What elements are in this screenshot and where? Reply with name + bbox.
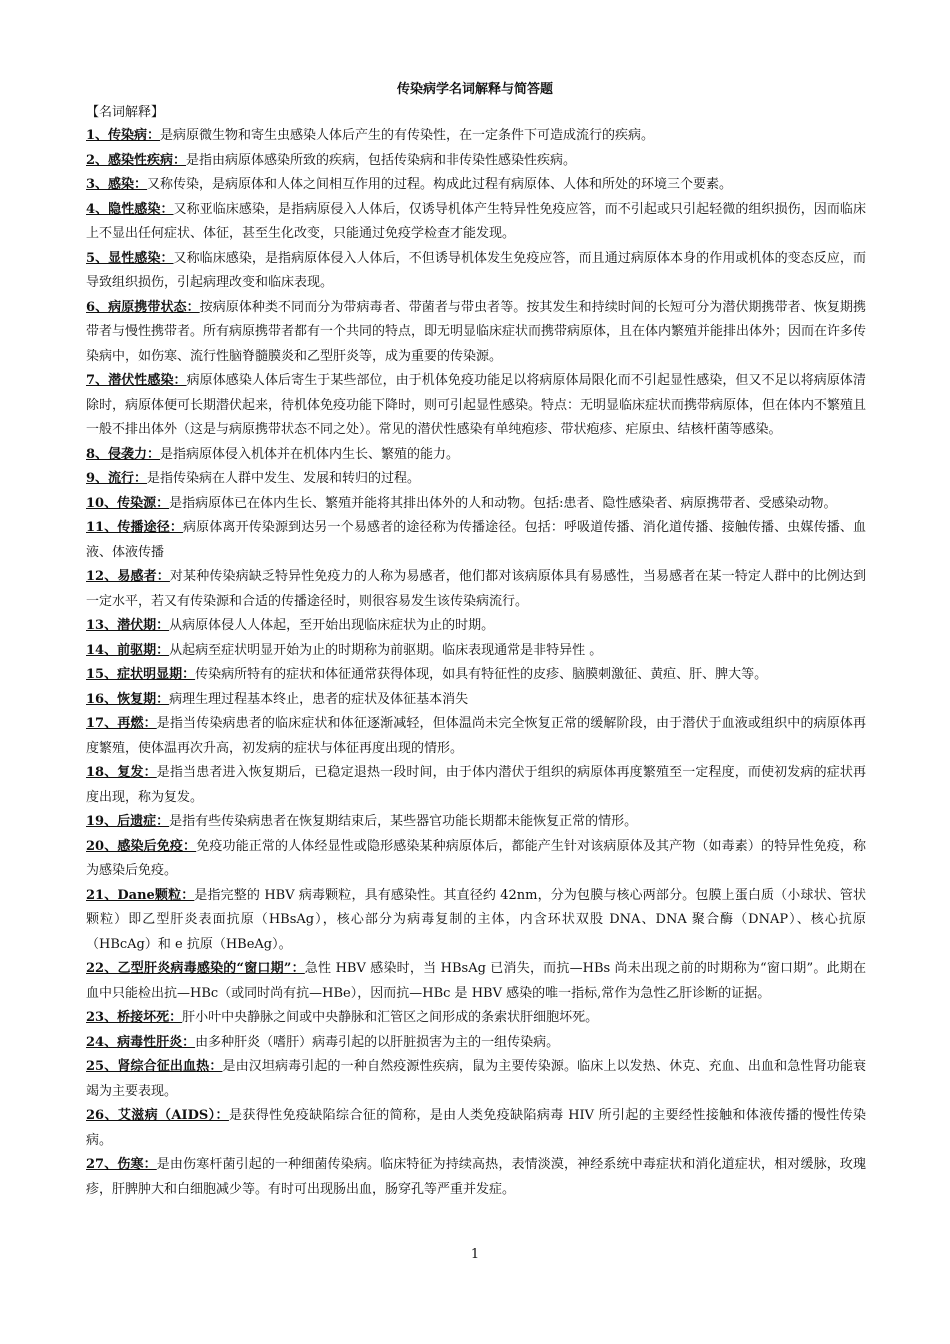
definition-term: 9、流行： — [86, 471, 148, 486]
section-heading: 【名词解释】 — [86, 105, 165, 120]
definition-text: 是指病原体已在体内生长、繁殖并能将其排出体外的人和动物。包括:患者、隐性感染者、病原携带者、受感染动物。 — [169, 495, 837, 511]
definition-text: 从病原体侵人人体起，至开始出现临床症状为止的时期。 — [169, 618, 495, 633]
definition-text: 由多种肝炎（嗜肝）病毒引起的以肝脏损害为主的一组传染病。 — [195, 1034, 560, 1050]
definition-term: 8、侵袭力： — [86, 446, 161, 462]
definition-text: 是病原微生物和寄生虫感染人体后产生的有传染性，在一定条件下可造成流行的疾病。 — [160, 128, 655, 143]
definition-term: 26、艾滋病（AIDS）： — [86, 1108, 229, 1123]
definition-entry — [86, 712, 866, 761]
definition-entry — [86, 296, 866, 370]
definition-term: 5、显性感染： — [86, 250, 174, 266]
definition-entry — [86, 614, 866, 639]
definition-entry — [86, 1104, 866, 1153]
definition-text: 又称传染，是病原体和人体之间相互作用的过程。构成此过程有病原体、人体和所处的环境三个要素。 — [147, 177, 733, 192]
definition-entry — [86, 198, 866, 247]
page-number: 1 — [470, 1247, 480, 1262]
definition-term: 21、Dane颗粒： — [86, 887, 195, 903]
definition-term: 7、潜伏性感染： — [86, 373, 187, 388]
definition-text: 是指当传染病患者的临床症状和体征逐渐减轻，但体温尚未完全恢复正常的缓解阶段，由于潜伏于血液或组织中的病原体再度繁殖，使体温再次升高，初发病的症状与体征再度出现的情形。 — [86, 716, 866, 756]
definition-term: 19、后遗症： — [86, 814, 170, 829]
definition-term: 11、传播途径： — [86, 520, 184, 535]
definition-term: 25、肾综合征出血热： — [86, 1059, 223, 1074]
definition-text: 肝小叶中央静脉之间或中央静脉和汇管区之间形成的条索状肝细胞坏死。 — [182, 1010, 599, 1025]
definition-entry — [86, 1055, 866, 1104]
definition-text: 对某种传染病缺乏特异性免疫力的人称为易感者，他们都对该病原体具有易感性，当易感者在某一特定人群中的比例达到一定水平，若又有传染源和合适的传播途径时，则很容易发生该传染病流行。 — [86, 569, 866, 609]
definition-term: 18、复发： — [86, 765, 157, 780]
definition-text: 病原体感染人体后寄生于某些部位，由于机体免疫功能足以将病原体局限化而不引起显性感染，但又不足以将病原体清除时，病原体便可长期潜伏起来，待机体免疫功能下降时，则可引起显性感染。特点：无明显临床症状而携带病原体，但在体内不繁殖且一般不排出体外（这是与病原携带状态不同之处）。常见的潜伏性感染有单纯疱疹、带状疱疹、疟原虫、结核杆菌等感染。 — [86, 373, 867, 437]
definition-term: 1、传染病： — [86, 128, 161, 143]
definition-entry — [86, 884, 866, 958]
definition-entry — [86, 688, 866, 713]
definition-text: 病理生理过程基本终止，患者的症状及体征基本消失 — [169, 691, 469, 707]
document-title: 传染病学名词解释与简答题 — [396, 82, 553, 97]
definition-entry — [86, 565, 866, 614]
definition-entry — [86, 835, 866, 884]
definition-entry — [86, 124, 866, 149]
definition-entry — [86, 1031, 866, 1056]
definition-entry — [86, 467, 866, 492]
definition-term: 14、前驱期： — [86, 642, 170, 658]
definition-entry — [86, 149, 866, 174]
definition-entry — [86, 516, 866, 565]
definition-entry — [86, 761, 866, 810]
definition-term: 12、易感者： — [86, 569, 170, 584]
definition-entry — [86, 1006, 866, 1031]
definition-entry — [86, 443, 866, 468]
definition-text: 是指当患者进入恢复期后，已稳定退热一段时间，由于体内潜伏于组织的病原体再度繁殖至一定程度，而使初发病的症状再度出现，称为复发。 — [86, 765, 866, 805]
definition-term: 23、桥接坏死： — [86, 1010, 183, 1025]
definition-term: 20、感染后免疫： — [86, 838, 197, 854]
definition-text: 传染病所特有的症状和体征通常获得体现，如具有特征性的皮疹、脑膜刺激征、黄疸、肝、脾大等。 — [195, 667, 768, 682]
definition-text: 病原体离开传染源到达另一个易感者的途径称为传播途径。包括：呼吸道传播、消化道传播、接触传播、虫媒传播、血液、体液传播 — [86, 520, 866, 560]
definition-entry — [86, 173, 866, 198]
definition-term: 13、潜伏期： — [86, 618, 170, 633]
definition-text: 是获得性免疫缺陷综合征的简称，是由人类免疫缺陷病毒 HIV 所引起的主要经性接触和体液传播的慢性传染病。 — [86, 1108, 866, 1148]
definition-term: 15、症状明显期： — [86, 667, 196, 682]
definition-text: 是指传染病在人群中发生、发展和转归的过程。 — [147, 471, 421, 486]
definition-text: 从起病至症状明显开始为止的时期称为前驱期。临床表现通常是非特异性 。 — [169, 642, 603, 658]
definition-entry — [86, 957, 866, 1006]
definition-term: 6、病原携带状态： — [86, 299, 200, 315]
definition-term: 27、伤寒： — [86, 1157, 157, 1172]
definition-text: 急性 HBV 感染时，当 HBsAg 已消失，而抗—HBs 尚未出现之前的时期称为“窗口期”。此期在血中只能检出抗—HBc（或同时尚有抗—HBe），因而抗—HBc 是 HBV 感染的唯一指标,常作为急性乙肝诊断的证据。 — [86, 961, 866, 1001]
definition-text: 是指有些传染病患者在恢复期结束后，某些器官功能长期都未能恢复正常的情形。 — [169, 814, 638, 829]
definitions-list — [86, 124, 866, 1202]
definition-text: 又称亚临床感染，是指病原侵入人体后，仅诱导机体产生特异性免疫应答，而不引起或只引起轻微的组织损伤，因而临床上不显出任何症状、体征，甚至生化改变，只能通过免疫学检查才能发现。 — [86, 201, 866, 241]
definition-entry — [86, 1153, 866, 1202]
definition-term: 24、病毒性肝炎： — [86, 1034, 196, 1050]
definition-entry — [86, 369, 866, 443]
definition-text: 是指由病原体感染所致的疾病，包括传染病和非传染性感染性疾病。 — [186, 152, 577, 168]
definition-entry — [86, 492, 866, 517]
definition-term: 3、感染： — [86, 177, 148, 192]
definition-entry — [86, 639, 866, 664]
definition-text: 按病原体种类不同而分为带病毒者、带菌者与带虫者等。按其发生和持续时间的长短可分为潜伏期携带者、恢复期携带者与慢性携带者。所有病原携带者都有一个共同的特点，即无明显临床症状而携带病原体，且在体内繁殖并能排出体外；因而在许多传染病中，如伤寒、流行性脑脊髓膜炎和乙型肝炎等，成为重要的传染源。 — [86, 299, 867, 364]
definition-text: 是指完整的 HBV 病毒颗粒，具有感染性。其直径约 42nm，分为包膜与核心两部分。包膜上蛋白质（小球状、管状颗粒）即乙型肝炎表面抗原（HBsAg），核心部分为病毒复制的主体，内含环状双股 DNA、DNA 聚合酶（DNAP）、核心抗原（HBcAg）和 e 抗原（HBeAg）。 — [86, 887, 866, 952]
definition-text: 是指病原体侵入机体并在机体内生长、繁殖的能力。 — [160, 446, 460, 462]
definition-entry — [86, 663, 866, 688]
definition-text: 是由汉坦病毒引起的一种自然疫源性疾病，鼠为主要传染源。临床上以发热、休克、充血、出血和急性肾功能衰竭为主要表现。 — [86, 1059, 866, 1099]
definition-text: 免疫功能正常的人体经显性或隐形感染某种病原体后，都能产生针对该病原体及其产物（如毒素）的特异性免疫，称为感染后免疫。 — [86, 838, 866, 878]
definition-term: 22、乙型肝炎病毒感染的“窗口期”： — [86, 961, 305, 976]
definition-term: 2、感染性疾病： — [86, 152, 187, 168]
definition-text: 是由伤寒杆菌引起的一种细菌传染病。临床特征为持续高热，表情淡漠，神经系统中毒症状和消化道症状，相对缓脉，玫瑰疹，肝脾肿大和白细胞减少等。有时可出现肠出血，肠穿孔等严重并发症。 — [86, 1157, 866, 1197]
definition-term: 4、隐性感染： — [86, 201, 174, 217]
definition-entry — [86, 810, 866, 835]
definition-term: 10、传染源： — [86, 495, 170, 511]
definition-term: 16、恢复期： — [86, 691, 170, 707]
definition-entry — [86, 247, 866, 296]
definition-text: 又称临床感染，是指病原体侵入人体后，不但诱导机体发生免疫应答，而且通过病原体本身的作用或机体的变态反应，而导致组织损伤，引起病理改变和临床表现。 — [86, 250, 866, 290]
definition-term: 17、再燃： — [86, 716, 157, 731]
